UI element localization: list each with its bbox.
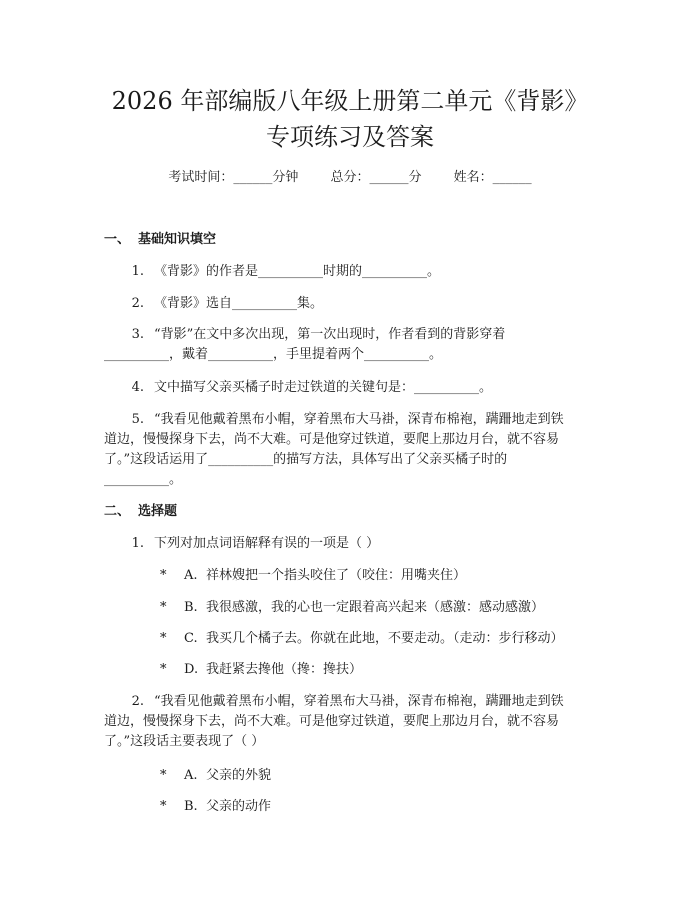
section-1-number: 一、 (104, 232, 131, 247)
bullet: * (160, 631, 167, 646)
question-text-line-1: “我看见他戴着黑布小帽，穿着黑布大马褂，深青布棉袍，蹒跚地走到铁 (154, 694, 564, 709)
question-text: 《背影》选自__________集。 (154, 296, 324, 311)
question-text-line-1: “我看见他戴着黑布小帽，穿着黑布大马褂，深青布棉袍，蹒跚地走到铁 (154, 412, 564, 427)
option-a[interactable] (160, 766, 271, 786)
section-2-heading (104, 502, 177, 522)
option-letter: A. (184, 568, 198, 583)
question-text-line-1: “背影”在文中多次出现，第一次出现时，作者看到的背影穿着 (154, 327, 506, 342)
section-1-title: 基础知识填空 (138, 232, 217, 247)
question-number: 1. (131, 264, 144, 279)
exam-name: 姓名：______ (453, 170, 532, 185)
question-text-line-3: 了。”这段话主要表现了（ ） (104, 734, 265, 749)
question-1-3 (104, 325, 594, 365)
question-1-1 (104, 262, 594, 282)
option-a[interactable] (160, 566, 466, 586)
exam-time: 考试时间：______分钟 (168, 170, 299, 185)
bullet: * (160, 600, 167, 615)
option-text: 我买几个橘子去。你就在此地，不要走动。（走动：步行移动） (206, 631, 564, 646)
bullet: * (160, 662, 167, 677)
option-d[interactable] (160, 660, 362, 680)
option-letter: D. (184, 662, 199, 677)
question-number: 5. (131, 412, 144, 427)
question-text: 《背影》的作者是__________时期的__________。 (154, 264, 441, 279)
question-text-line-2: __________，戴着__________，手里提着两个__________。 (104, 347, 443, 362)
question-number: 1. (131, 536, 144, 551)
option-c[interactable] (160, 629, 564, 649)
question-number: 4. (131, 380, 144, 395)
question-1-5 (104, 410, 594, 490)
option-text: 我赶紧去搀他（搀：搀扶） (206, 662, 363, 677)
exam-info (0, 168, 700, 188)
question-number: 3. (131, 327, 144, 342)
question-text-line-3: 了。”这段话运用了__________的描写方法，具体写出了父亲买橘子时的 (104, 452, 508, 467)
bullet: * (160, 799, 167, 814)
option-text: 父亲的外貌 (206, 768, 272, 783)
option-letter: B. (184, 799, 198, 814)
option-text: 我很感激，我的心也一定跟着高兴起来（感激：感动感激） (206, 600, 545, 615)
question-text: 下列对加点词语解释有误的一项是（ ） (154, 536, 380, 551)
question-text-line-4: __________。 (104, 472, 183, 487)
question-2-2 (104, 692, 594, 752)
document-title-line-1: 2026 年部编版八年级上册第二单元《背影》 (111, 87, 589, 115)
section-2-number: 二、 (104, 504, 131, 519)
option-letter: B. (184, 600, 198, 615)
question-1-4 (104, 378, 594, 398)
question-1-2 (104, 294, 594, 314)
exam-score: 总分：______分 (330, 170, 422, 185)
bullet: * (160, 568, 167, 583)
question-text-line-2: 道边，慢慢探身下去，尚不大难。可是他穿过铁道，要爬上那边月台，就不容易 (104, 714, 560, 729)
option-letter: C. (184, 631, 198, 646)
option-b[interactable] (160, 797, 271, 817)
option-text: 祥林嫂把一个指头咬住了（咬住：用嘴夹住） (206, 568, 467, 583)
section-2-title: 选择题 (138, 504, 178, 519)
section-1-heading (104, 230, 216, 250)
document-title-line-2: 专项练习及答案 (266, 123, 434, 151)
option-letter: A. (184, 768, 198, 783)
question-text-line-2: 道边，慢慢探身下去，尚不大难。可是他穿过铁道，要爬上那边月台，就不容易 (104, 432, 560, 447)
question-text: 文中描写父亲买橘子时走过铁道的关键句是：__________。 (154, 380, 493, 395)
question-number: 2. (131, 694, 144, 709)
bullet: * (160, 768, 167, 783)
question-number: 2. (131, 296, 144, 311)
option-b[interactable] (160, 598, 544, 618)
option-text: 父亲的动作 (206, 799, 272, 814)
question-2-1 (104, 534, 594, 554)
